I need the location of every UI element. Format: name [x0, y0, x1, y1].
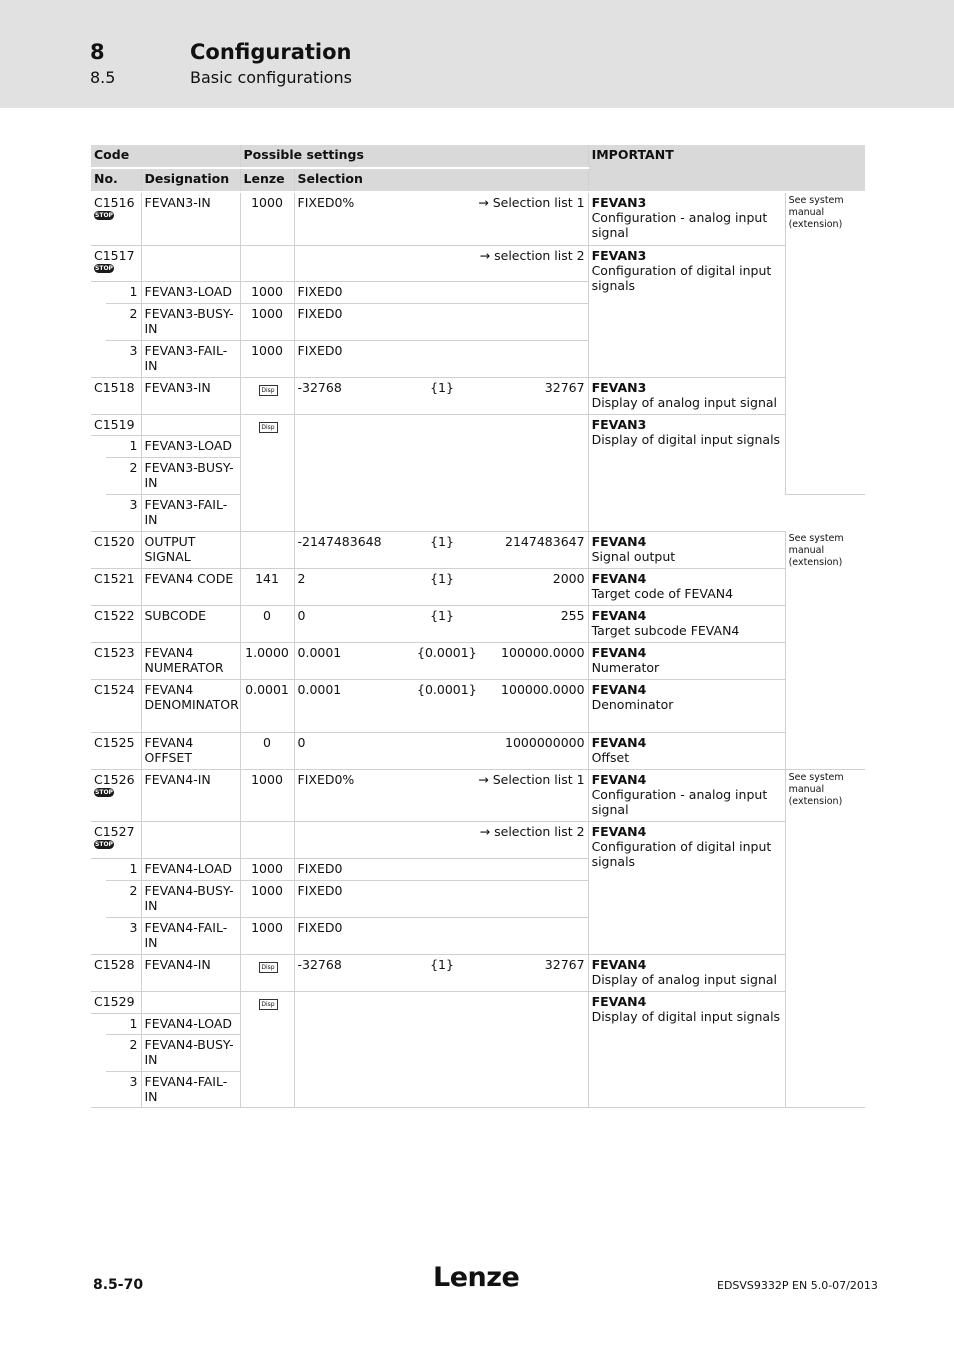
- selection-value: FIXED0: [294, 340, 588, 377]
- sub-index: 3: [106, 494, 141, 531]
- stop-icon: STOP: [95, 788, 113, 796]
- table-row: [91, 414, 865, 435]
- important-title: FEVAN3: [591, 379, 647, 395]
- table-row: [91, 991, 865, 1013]
- min-value: 0: [294, 732, 414, 769]
- code-c1525: C1525: [91, 732, 141, 769]
- important-title: FEVAN4: [591, 771, 647, 787]
- table-row: [91, 605, 865, 642]
- section-number: 8.5: [90, 68, 116, 87]
- step-value: {1}: [414, 531, 470, 568]
- min-value: 2: [294, 568, 414, 605]
- important-title: FEVAN4: [591, 956, 647, 972]
- stop-icon: STOP: [95, 212, 113, 219]
- step-value: {1}: [414, 605, 470, 642]
- max-value: 1000000000: [470, 732, 588, 769]
- selection-value: FIXED0: [294, 917, 588, 954]
- header-selection: Selection: [294, 168, 588, 192]
- selection-value: FIXED0%: [294, 769, 414, 821]
- min-value: -32768: [294, 954, 414, 991]
- table-row: [91, 769, 865, 821]
- code-c1528: C1528: [91, 954, 141, 991]
- code-c1519: C1519: [91, 414, 141, 435]
- designation: FEVAN4-IN: [141, 954, 240, 991]
- table-row: [91, 732, 865, 769]
- header-designation: Designation: [141, 168, 240, 192]
- system-manual-note: See system manual (extension): [785, 192, 865, 494]
- stop-icon: STOP: [95, 264, 113, 272]
- max-value: 32767: [470, 377, 588, 414]
- chapter-title: Configuration: [190, 40, 352, 64]
- designation: FEVAN4-LOAD: [141, 858, 240, 880]
- important-desc: Display of analog input signal: [591, 394, 778, 410]
- important-title: FEVAN3: [591, 247, 647, 263]
- display-only-icon: Disp: [259, 422, 278, 433]
- selection-list-link[interactable]: → Selection list 1: [414, 769, 588, 821]
- lenze-value: 0: [240, 605, 294, 642]
- code-c1522: C1522: [91, 605, 141, 642]
- max-value: 2147483647: [470, 531, 588, 568]
- table-row: [91, 377, 865, 414]
- sub-index: 1: [106, 281, 141, 303]
- important-desc: Target code of FEVAN4: [591, 585, 734, 601]
- sub-index: 2: [106, 457, 141, 494]
- selection-value: FIXED0: [294, 880, 588, 917]
- selection-list-link[interactable]: → selection list 2: [414, 821, 588, 858]
- max-value: 32767: [470, 954, 588, 991]
- code-c1521: C1521: [91, 568, 141, 605]
- designation: FEVAN4 DENOMINATOR: [141, 679, 240, 732]
- designation: FEVAN4-FAIL-IN: [141, 917, 240, 954]
- designation: FEVAN4 OFFSET: [141, 732, 240, 769]
- designation: FEVAN4-BUSY-IN: [141, 1034, 240, 1071]
- important-desc: Numerator: [591, 659, 660, 675]
- min-value: 0.0001: [294, 679, 414, 732]
- code-c1523: C1523: [91, 642, 141, 679]
- lenze-value: 141: [240, 568, 294, 605]
- designation: FEVAN4-LOAD: [141, 1013, 240, 1034]
- important-desc: Configuration of digital input signals: [591, 838, 772, 869]
- header-band: [0, 0, 954, 108]
- important-title: FEVAN4: [591, 681, 647, 697]
- selection-list-link[interactable]: → selection list 2: [414, 245, 588, 281]
- step-value: {0.0001}: [414, 679, 470, 732]
- designation: FEVAN4 NUMERATOR: [141, 642, 240, 679]
- page-number: 8.5-70: [93, 1277, 144, 1293]
- important-title: FEVAN4: [591, 533, 647, 549]
- code-c1527: C1527: [94, 823, 135, 839]
- stop-icon: STOP: [95, 840, 113, 848]
- table-row: [91, 679, 865, 732]
- important-title: FEVAN3: [591, 416, 647, 432]
- code-c1516: C1516: [94, 195, 135, 210]
- important-desc: Configuration - analog input signal: [591, 786, 768, 817]
- important-desc: Display of digital input signals: [591, 431, 781, 447]
- important-title: FEVAN4: [591, 823, 647, 839]
- lenze-value: 0: [240, 732, 294, 769]
- designation: FEVAN3-FAIL-IN: [141, 494, 240, 531]
- step-value: {1}: [414, 954, 470, 991]
- lenze-value: 1000: [240, 340, 294, 377]
- designation: FEVAN3-FAIL-IN: [141, 340, 240, 377]
- important-desc: Signal output: [591, 548, 676, 564]
- sub-index: 3: [106, 917, 141, 954]
- display-only-icon: Disp: [259, 999, 278, 1010]
- table-row: [91, 531, 865, 568]
- min-value: 0: [294, 605, 414, 642]
- header-lenze: Lenze: [240, 168, 294, 192]
- table-row: [91, 192, 865, 245]
- selection-value: FIXED0: [294, 858, 588, 880]
- min-value: 0.0001: [294, 642, 414, 679]
- lenze-value: 0.0001: [240, 679, 294, 732]
- table-row: [91, 642, 865, 679]
- header-code: Code: [91, 145, 240, 168]
- selection-value: FIXED0%: [294, 192, 414, 245]
- designation: FEVAN3-LOAD: [141, 281, 240, 303]
- sub-index: 3: [106, 340, 141, 377]
- header-possible-settings: Possible settings: [240, 145, 588, 168]
- important-desc: Offset: [591, 749, 630, 765]
- important-title: FEVAN4: [591, 644, 647, 660]
- code-c1524: C1524: [91, 679, 141, 732]
- sub-index: 2: [106, 1034, 141, 1071]
- step-value: {1}: [414, 377, 470, 414]
- min-value: -2147483648: [294, 531, 414, 568]
- important-desc: Display of digital input signals: [591, 1008, 781, 1024]
- table-header-row: [91, 145, 865, 168]
- important-desc: Target subcode FEVAN4: [591, 622, 740, 638]
- sub-index: 1: [106, 1013, 141, 1034]
- lenze-value: 1000: [240, 917, 294, 954]
- important-desc: Configuration - analog input signal: [591, 210, 768, 240]
- section-title: Basic configurations: [190, 68, 352, 87]
- chapter-number: 8: [90, 40, 105, 64]
- selection-value: FIXED0: [294, 281, 588, 303]
- display-only-icon: Disp: [259, 385, 278, 396]
- header-important: IMPORTANT: [588, 145, 865, 192]
- document-reference: EDSVS9332P EN 5.0-07/2013: [717, 1279, 878, 1292]
- designation: FEVAN3-IN: [141, 377, 240, 414]
- selection-value: FIXED0: [294, 303, 588, 340]
- important-title: FEVAN4: [591, 570, 647, 586]
- designation: FEVAN3-IN: [141, 192, 240, 245]
- table-row: [91, 954, 865, 991]
- code-c1518: C1518: [91, 377, 141, 414]
- lenze-value: 1.0000: [240, 642, 294, 679]
- designation: FEVAN4-IN: [141, 769, 240, 821]
- designation: FEVAN4-BUSY-IN: [141, 880, 240, 917]
- designation: FEVAN3-BUSY-IN: [141, 457, 240, 494]
- lenze-value: 1000: [240, 303, 294, 340]
- designation: FEVAN3-BUSY-IN: [141, 303, 240, 340]
- important-title: FEVAN3: [591, 195, 647, 210]
- system-manual-note: See system manual (extension): [785, 531, 865, 769]
- designation: SUBCODE: [141, 605, 240, 642]
- sub-index: 1: [106, 435, 141, 457]
- designation: FEVAN4 CODE: [141, 568, 240, 605]
- lenze-value: 1000: [240, 192, 294, 245]
- sub-index: 1: [106, 858, 141, 880]
- display-only-icon: Disp: [259, 962, 278, 973]
- code-c1526: C1526: [94, 771, 135, 787]
- table-row: [91, 821, 865, 858]
- max-value: 100000.0000: [470, 679, 588, 732]
- table-row: [91, 568, 865, 605]
- designation: FEVAN3-LOAD: [141, 435, 240, 457]
- code-c1529: C1529: [91, 991, 141, 1013]
- important-desc: Configuration of digital input signals: [591, 262, 772, 293]
- sub-index: 2: [106, 880, 141, 917]
- lenze-value: 1000: [240, 858, 294, 880]
- lenze-value: 1000: [240, 880, 294, 917]
- designation: FEVAN4-FAIL-IN: [141, 1071, 240, 1107]
- min-value: -32768: [294, 377, 414, 414]
- system-manual-note: See system manual (extension): [785, 769, 865, 1107]
- important-title: FEVAN4: [591, 734, 647, 750]
- step-value: {1}: [414, 568, 470, 605]
- important-title: FEVAN4: [591, 607, 647, 623]
- selection-list-link[interactable]: → Selection list 1: [414, 192, 588, 245]
- code-c1517: C1517: [94, 247, 135, 263]
- sub-index: 3: [106, 1071, 141, 1107]
- designation: OUTPUT SIGNAL: [141, 531, 240, 568]
- max-value: 100000.0000: [470, 642, 588, 679]
- max-value: 2000: [470, 568, 588, 605]
- lenze-value: 1000: [240, 281, 294, 303]
- important-desc: Denominator: [591, 696, 674, 712]
- step-value: {0.0001}: [414, 642, 470, 679]
- header-no: No.: [91, 168, 141, 192]
- important-title: FEVAN4: [591, 993, 647, 1009]
- table-row: [91, 245, 865, 281]
- lenze-value: 1000: [240, 769, 294, 821]
- max-value: 255: [470, 605, 588, 642]
- code-table: [91, 145, 865, 1108]
- sub-index: 2: [106, 303, 141, 340]
- lenze-logo: Lenze: [433, 1262, 520, 1293]
- code-c1520: C1520: [91, 531, 141, 568]
- important-desc: Display of analog input signal: [591, 971, 778, 987]
